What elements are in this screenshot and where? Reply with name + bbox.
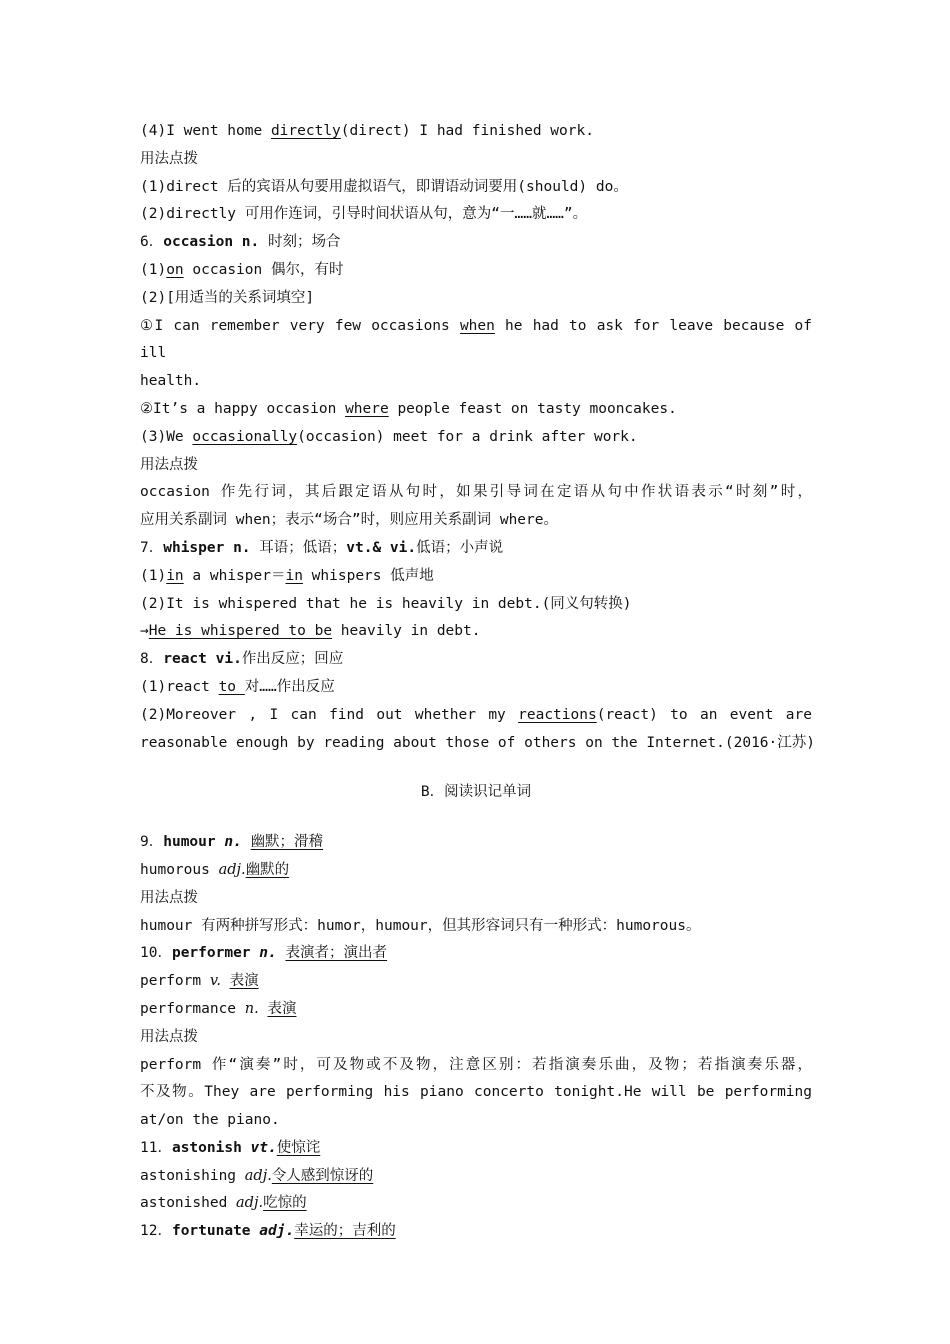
word-number: 11． (140, 1139, 172, 1156)
answer: in (285, 567, 303, 584)
text: a whisper＝ (183, 567, 286, 584)
answer: reactions (518, 706, 597, 723)
usage-tip-heading: 用法点拨 (140, 456, 198, 473)
answer: 幽默的 (245, 861, 290, 878)
usage-tip-1: (1)direct 后的宾语从句要用虚拟语气，即谓语动词要用(should) do。 (140, 178, 628, 195)
answer: in (166, 567, 184, 584)
text: astonishing (140, 1167, 245, 1184)
document-page (140, 118, 816, 1246)
text: (1) (140, 261, 167, 278)
word-def: 耳语；低语； (250, 539, 347, 556)
word-head: humour (163, 834, 216, 851)
answer: 吃惊的 (263, 1195, 307, 1212)
answer: occasionally (192, 428, 298, 445)
usage-tip: at/on the piano. (140, 1112, 280, 1129)
answer: 表演 (267, 1000, 297, 1017)
answer: on (166, 261, 184, 278)
answer: 使惊诧 (276, 1139, 321, 1156)
word-head: whisper n. (163, 539, 251, 556)
exercise-line (140, 257, 812, 285)
text: astonished (140, 1195, 237, 1212)
text: people feast on tasty mooncakes. (388, 400, 677, 417)
part-of-speech: adj. (236, 1195, 264, 1212)
answer: 表演者；演出者 (285, 945, 387, 962)
text: (react) to an event are (596, 706, 812, 723)
text: ①I can remember very few occasions (140, 317, 460, 334)
word-heading-humour (140, 829, 812, 857)
word-def: 低语；小声说 (416, 539, 504, 556)
word-def: 时刻；场合 (259, 234, 341, 251)
answer: to (218, 678, 245, 695)
spacer (140, 807, 812, 829)
exercise-line: health. (140, 373, 202, 390)
usage-tip-heading: 用法点拨 (140, 889, 198, 906)
text: (4)I went home (140, 123, 271, 139)
part-of-speech: adj. (218, 861, 246, 878)
word-number: 12． (140, 1223, 172, 1240)
exercise-line (140, 563, 812, 591)
word-number: 6． (140, 234, 164, 251)
text: (2)Moreover , I can find out whether my (140, 706, 519, 723)
section-heading: B．阅读识记单词 (420, 784, 532, 801)
usage-tip: 应用关系副词 when；表示“场合”时，则应用关系副词 where。 (140, 512, 558, 529)
word-head: react vi. (163, 651, 242, 668)
text: → (140, 623, 149, 640)
text: humorous (140, 861, 219, 878)
usage-tip: occasion 作先行词，其后跟定语从句时，如果引导词在定语从句中作状语表示“时刻”时， (140, 484, 812, 501)
word-head: performer (171, 945, 251, 962)
example-4 (140, 118, 812, 146)
derivative-line (140, 1190, 812, 1218)
part-of-speech: n. (259, 945, 277, 962)
usage-tip-heading: 用法点拨 (140, 1028, 198, 1045)
exercise-line (140, 313, 812, 369)
answer: 表演 (229, 973, 259, 990)
text: performance (140, 1000, 245, 1017)
word-heading-fortunate (140, 1218, 812, 1246)
text: he had to ask for leave because of ill (140, 317, 812, 362)
answer: 幽默；滑稽 (250, 834, 324, 851)
part-of-speech: adj. (244, 1167, 272, 1184)
text: ②It’s a happy occasion (140, 400, 346, 417)
derivative-line (140, 857, 812, 885)
word-heading-whisper (140, 535, 812, 563)
text: (direct) I had finished work. (340, 123, 594, 139)
word-head: fortunate (171, 1223, 251, 1240)
part-of-speech: n. (244, 1000, 259, 1017)
exercise-line (140, 618, 812, 646)
answer: when (459, 317, 495, 334)
text: heavily in debt. (332, 623, 481, 640)
word-head: astonish (171, 1139, 242, 1156)
word-number: 9． (140, 834, 164, 851)
part-of-speech: adj. (259, 1223, 295, 1240)
word-heading-react (140, 646, 812, 674)
usage-tip-heading: 用法点拨 (140, 150, 198, 167)
word-head: occasion n. (163, 234, 260, 251)
answer: 令人感到惊讶的 (271, 1167, 374, 1184)
part-of-speech: vt. (250, 1139, 277, 1156)
exercise-line: reasonable enough by reading about those of others on the Internet.(2016·江苏) (140, 734, 816, 751)
word-def: 作出反应；回应 (241, 651, 344, 668)
text: occasion 偶尔，有时 (183, 261, 344, 278)
exercise-line: (2)[用适当的关系词填空] (140, 289, 315, 306)
exercise-line (140, 396, 812, 424)
text: (3)We (140, 428, 193, 445)
usage-tip-2: (2)directly 可用作连词，引导时间状语从句，意为“一……就……”。 (140, 206, 588, 223)
text: (1) (140, 567, 167, 584)
word-head: vt.& vi. (346, 539, 417, 556)
usage-tip: 不及物。They are performing his piano concerto tonight.He will be performing (140, 1084, 812, 1101)
answer: He is whispered to be (148, 623, 333, 640)
word-heading-performer (140, 940, 812, 968)
usage-tip: perform 作“演奏”时，可及物或不及物，注意区别：若指演奏乐曲，及物；若指演奏乐器， (140, 1056, 812, 1073)
spacer (140, 757, 812, 779)
exercise-line (140, 424, 812, 452)
part-of-speech: n. (224, 834, 242, 851)
answer: where (345, 400, 389, 417)
word-number: 10． (140, 945, 172, 962)
derivative-line (140, 968, 812, 996)
word-heading-astonish (140, 1135, 812, 1163)
answer: 幸运的；吉利的 (294, 1223, 396, 1240)
usage-tip: humour 有两种拼写形式：humor，humour，但其形容词只有一种形式：humorous。 (140, 917, 701, 934)
text: perform (140, 973, 210, 990)
word-number: 7． (140, 539, 164, 556)
word-number: 8． (140, 651, 164, 668)
text: whispers 低声地 (302, 567, 434, 584)
text: (1)react (140, 678, 219, 695)
exercise-line (140, 702, 812, 730)
exercise-line: (2)It is whispered that he is heavily in debt.(同义句转换) (140, 595, 632, 612)
part-of-speech: v. (209, 973, 221, 990)
answer: directly (270, 123, 341, 139)
derivative-line (140, 1163, 812, 1191)
text: 对……作出反应 (244, 678, 335, 695)
text: (occasion) meet for a drink after work. (297, 428, 638, 445)
exercise-line (140, 674, 812, 702)
derivative-line (140, 996, 812, 1024)
word-heading-occasion (140, 229, 812, 257)
